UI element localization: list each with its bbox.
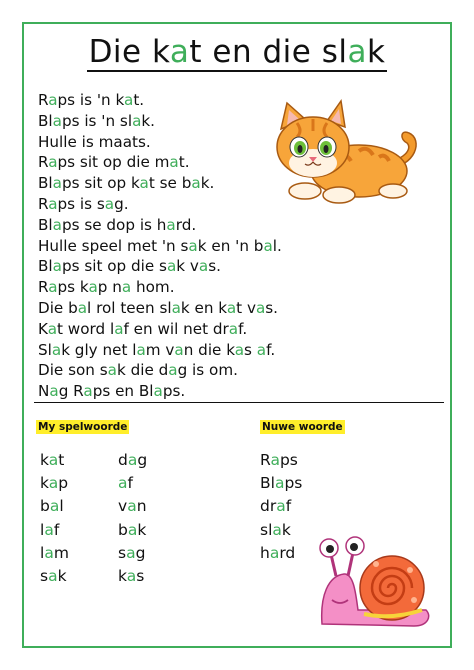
spelling-heading: My spelwoorde: [38, 421, 128, 433]
story-line: Raps is 'n kat.: [38, 91, 145, 109]
story-line: Hulle speel met 'n sak en 'n bal.: [38, 236, 282, 255]
story-line: Raps sit op die mat.: [38, 153, 190, 172]
new-words-heading: Nuwe woorde: [262, 421, 343, 433]
spelling-word: kas: [118, 567, 145, 586]
story-line: Die bal rol teen slak en kat vas.: [38, 298, 278, 317]
pink-snail-icon: [314, 536, 434, 631]
story-line: Raps kap na hom.: [38, 278, 175, 297]
orange-cat-icon: [267, 99, 427, 209]
spelling-list-1: [40, 449, 69, 588]
spelling-word: bak: [118, 520, 147, 539]
spelling-word: lam: [40, 543, 69, 562]
page-title: [24, 34, 450, 70]
story-line: Raps is sag.: [38, 194, 129, 213]
spelling-word: af: [118, 474, 133, 493]
spelling-word: kat: [40, 451, 65, 469]
new-word: hard: [260, 543, 296, 562]
section-divider: [34, 402, 444, 403]
story-line: Blaps is 'n slak.: [38, 111, 155, 130]
spelling-word: bal: [40, 497, 64, 516]
spelling-list-2: [118, 449, 147, 588]
new-word: draf: [260, 497, 292, 516]
spelling-word: sak: [40, 567, 67, 586]
story-line: Blaps sit op die sak vas.: [38, 257, 221, 276]
title-text: Die kat en die slak: [88, 34, 386, 70]
story-line: Slak gly net lam van die kas af.: [38, 340, 276, 359]
spelling-word: dag: [118, 451, 148, 469]
story-line: Blaps se dop is hard.: [38, 215, 197, 234]
story-line: Nag Raps en Blaps.: [38, 382, 186, 401]
spelling-word: sag: [118, 543, 146, 562]
spelling-word: van: [118, 497, 147, 516]
story-line: Hulle is maats.: [38, 132, 151, 151]
spelling-word: laf: [40, 520, 60, 539]
story-line: Kat word laf en wil net draf.: [38, 319, 248, 338]
new-words-list: [260, 449, 302, 565]
spelling-word: kap: [40, 474, 69, 493]
new-word: Blaps: [260, 474, 303, 493]
new-word: Raps: [260, 451, 298, 469]
story-line: Blaps sit op kat se bak.: [38, 174, 215, 193]
page-frame: [22, 22, 452, 648]
story-line: Die son sak die dag is om.: [38, 361, 238, 380]
new-word: slak: [260, 520, 291, 539]
